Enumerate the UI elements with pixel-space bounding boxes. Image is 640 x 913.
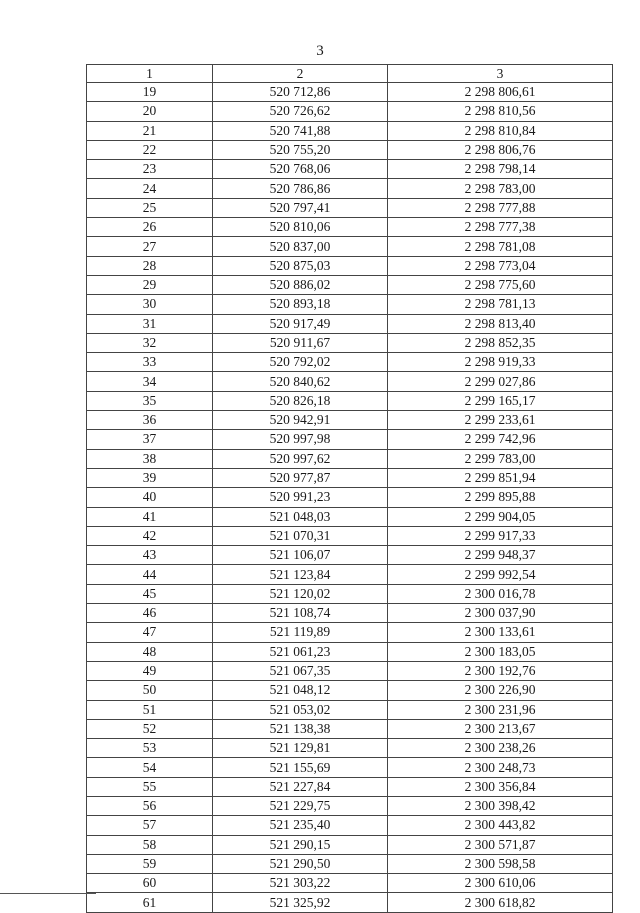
- x-coordinate-cell: 520 875,03: [213, 256, 388, 275]
- x-coordinate-cell: 520 786,86: [213, 179, 388, 198]
- y-coordinate-cell: 2 300 443,82: [388, 816, 613, 835]
- point-number-cell: 27: [87, 237, 213, 256]
- point-number-cell: 55: [87, 777, 213, 796]
- table-row: [87, 179, 613, 198]
- point-number-cell: 20: [87, 102, 213, 121]
- point-number-cell: 31: [87, 314, 213, 333]
- point-number-cell: 41: [87, 507, 213, 526]
- x-coordinate-cell: 521 290,50: [213, 854, 388, 873]
- y-coordinate-cell: 2 300 356,84: [388, 777, 613, 796]
- point-number-cell: 26: [87, 218, 213, 237]
- table-row: [87, 430, 613, 449]
- header-row: [87, 65, 613, 83]
- table-row: [87, 700, 613, 719]
- point-number-cell: 33: [87, 353, 213, 372]
- point-number-cell: 61: [87, 893, 213, 912]
- y-coordinate-cell: 2 299 851,94: [388, 468, 613, 487]
- point-number-cell: 34: [87, 372, 213, 391]
- table-row: [87, 565, 613, 584]
- x-coordinate-cell: 521 120,02: [213, 584, 388, 603]
- point-number-cell: 37: [87, 430, 213, 449]
- x-coordinate-cell: 520 840,62: [213, 372, 388, 391]
- table-row: [87, 546, 613, 565]
- x-coordinate-cell: 521 070,31: [213, 526, 388, 545]
- table-row: [87, 584, 613, 603]
- x-coordinate-cell: 520 997,98: [213, 430, 388, 449]
- y-coordinate-cell: 2 300 016,78: [388, 584, 613, 603]
- y-coordinate-cell: 2 298 806,61: [388, 83, 613, 102]
- x-coordinate-cell: 521 129,81: [213, 739, 388, 758]
- point-number-cell: 24: [87, 179, 213, 198]
- x-coordinate-cell: 521 106,07: [213, 546, 388, 565]
- x-coordinate-cell: 520 712,86: [213, 83, 388, 102]
- table-row: [87, 739, 613, 758]
- x-coordinate-cell: 521 108,74: [213, 604, 388, 623]
- x-coordinate-cell: 521 053,02: [213, 700, 388, 719]
- x-coordinate-cell: 521 048,12: [213, 681, 388, 700]
- point-number-cell: 59: [87, 854, 213, 873]
- table-row: [87, 333, 613, 352]
- point-number-cell: 23: [87, 160, 213, 179]
- y-coordinate-cell: 2 299 742,96: [388, 430, 613, 449]
- page-number: 3: [316, 43, 324, 59]
- y-coordinate-cell: 2 300 571,87: [388, 835, 613, 854]
- table-row: [87, 411, 613, 430]
- point-number-cell: 48: [87, 642, 213, 661]
- y-coordinate-cell: 2 300 231,96: [388, 700, 613, 719]
- y-coordinate-cell: 2 300 238,26: [388, 739, 613, 758]
- table-header: [87, 65, 613, 83]
- x-coordinate-cell: 521 303,22: [213, 874, 388, 893]
- y-coordinate-cell: 2 298 919,33: [388, 353, 613, 372]
- table-row: [87, 835, 613, 854]
- table-row: [87, 468, 613, 487]
- y-coordinate-cell: 2 299 948,37: [388, 546, 613, 565]
- table-row: [87, 275, 613, 294]
- table-row: [87, 719, 613, 738]
- x-coordinate-cell: 520 942,91: [213, 411, 388, 430]
- table-row: [87, 604, 613, 623]
- point-number-cell: 32: [87, 333, 213, 352]
- table-row: [87, 140, 613, 159]
- coordinates-table: [86, 64, 613, 913]
- y-coordinate-cell: 2 298 777,38: [388, 218, 613, 237]
- x-coordinate-cell: 521 229,75: [213, 796, 388, 815]
- y-coordinate-cell: 2 300 610,06: [388, 874, 613, 893]
- x-coordinate-cell: 520 792,02: [213, 353, 388, 372]
- x-coordinate-cell: 520 810,06: [213, 218, 388, 237]
- footer-rule: [0, 893, 96, 894]
- x-coordinate-cell: 520 741,88: [213, 121, 388, 140]
- table-row: [87, 681, 613, 700]
- x-coordinate-cell: 521 155,69: [213, 758, 388, 777]
- point-number-cell: 28: [87, 256, 213, 275]
- x-coordinate-cell: 520 768,06: [213, 160, 388, 179]
- x-coordinate-cell: 521 123,84: [213, 565, 388, 584]
- y-coordinate-cell: 2 298 806,76: [388, 140, 613, 159]
- y-coordinate-cell: 2 298 783,00: [388, 179, 613, 198]
- x-coordinate-cell: 520 991,23: [213, 488, 388, 507]
- table-row: [87, 661, 613, 680]
- y-coordinate-cell: 2 300 183,05: [388, 642, 613, 661]
- x-coordinate-cell: 520 977,87: [213, 468, 388, 487]
- y-coordinate-cell: 2 300 248,73: [388, 758, 613, 777]
- x-coordinate-cell: 520 911,67: [213, 333, 388, 352]
- point-number-cell: 44: [87, 565, 213, 584]
- point-number-cell: 40: [87, 488, 213, 507]
- x-coordinate-cell: 520 755,20: [213, 140, 388, 159]
- x-coordinate-cell: 520 917,49: [213, 314, 388, 333]
- point-number-cell: 25: [87, 198, 213, 217]
- point-number-cell: 57: [87, 816, 213, 835]
- x-coordinate-cell: 521 235,40: [213, 816, 388, 835]
- point-number-cell: 43: [87, 546, 213, 565]
- table-row: [87, 314, 613, 333]
- point-number-cell: 38: [87, 449, 213, 468]
- table-row: [87, 507, 613, 526]
- x-coordinate-cell: 521 067,35: [213, 661, 388, 680]
- table-row: [87, 488, 613, 507]
- y-coordinate-cell: 2 298 773,04: [388, 256, 613, 275]
- point-number-cell: 49: [87, 661, 213, 680]
- y-coordinate-cell: 2 298 781,08: [388, 237, 613, 256]
- y-coordinate-cell: 2 299 895,88: [388, 488, 613, 507]
- x-coordinate-cell: 520 797,41: [213, 198, 388, 217]
- x-coordinate-cell: 521 048,03: [213, 507, 388, 526]
- y-coordinate-cell: 2 300 598,58: [388, 854, 613, 873]
- table-row: [87, 102, 613, 121]
- table-row: [87, 83, 613, 102]
- table-row: [87, 623, 613, 642]
- y-coordinate-cell: 2 298 810,84: [388, 121, 613, 140]
- y-coordinate-cell: 2 298 775,60: [388, 275, 613, 294]
- x-coordinate-cell: 521 119,89: [213, 623, 388, 642]
- table-row: [87, 526, 613, 545]
- point-number-cell: 51: [87, 700, 213, 719]
- x-coordinate-cell: 520 997,62: [213, 449, 388, 468]
- point-number-cell: 35: [87, 391, 213, 410]
- y-coordinate-cell: 2 298 852,35: [388, 333, 613, 352]
- column-header-x: 2: [213, 65, 388, 83]
- y-coordinate-cell: 2 298 777,88: [388, 198, 613, 217]
- y-coordinate-cell: 2 298 798,14: [388, 160, 613, 179]
- y-coordinate-cell: 2 300 037,90: [388, 604, 613, 623]
- point-number-cell: 45: [87, 584, 213, 603]
- table-row: [87, 198, 613, 217]
- point-number-cell: 21: [87, 121, 213, 140]
- point-number-cell: 19: [87, 83, 213, 102]
- x-coordinate-cell: 520 893,18: [213, 295, 388, 314]
- x-coordinate-cell: 521 138,38: [213, 719, 388, 738]
- table-row: [87, 237, 613, 256]
- x-coordinate-cell: 520 826,18: [213, 391, 388, 410]
- x-coordinate-cell: 520 726,62: [213, 102, 388, 121]
- y-coordinate-cell: 2 299 917,33: [388, 526, 613, 545]
- y-coordinate-cell: 2 300 192,76: [388, 661, 613, 680]
- point-number-cell: 42: [87, 526, 213, 545]
- point-number-cell: 36: [87, 411, 213, 430]
- y-coordinate-cell: 2 299 783,00: [388, 449, 613, 468]
- point-number-cell: 22: [87, 140, 213, 159]
- point-number-cell: 50: [87, 681, 213, 700]
- table-row: [87, 893, 613, 912]
- table-row: [87, 449, 613, 468]
- point-number-cell: 52: [87, 719, 213, 738]
- y-coordinate-cell: 2 299 027,86: [388, 372, 613, 391]
- x-coordinate-cell: 520 837,00: [213, 237, 388, 256]
- table-row: [87, 777, 613, 796]
- y-coordinate-cell: 2 298 781,13: [388, 295, 613, 314]
- y-coordinate-cell: 2 300 213,67: [388, 719, 613, 738]
- table-row: [87, 642, 613, 661]
- table-row: [87, 121, 613, 140]
- y-coordinate-cell: 2 299 992,54: [388, 565, 613, 584]
- table-row: [87, 372, 613, 391]
- point-number-cell: 47: [87, 623, 213, 642]
- y-coordinate-cell: 2 299 904,05: [388, 507, 613, 526]
- y-coordinate-cell: 2 298 810,56: [388, 102, 613, 121]
- y-coordinate-cell: 2 299 233,61: [388, 411, 613, 430]
- x-coordinate-cell: 520 886,02: [213, 275, 388, 294]
- table-row: [87, 816, 613, 835]
- point-number-cell: 39: [87, 468, 213, 487]
- column-header-number: 1: [87, 65, 213, 83]
- x-coordinate-cell: 521 290,15: [213, 835, 388, 854]
- table-row: [87, 758, 613, 777]
- point-number-cell: 46: [87, 604, 213, 623]
- y-coordinate-cell: 2 300 618,82: [388, 893, 613, 912]
- point-number-cell: 30: [87, 295, 213, 314]
- point-number-cell: 53: [87, 739, 213, 758]
- table-row: [87, 218, 613, 237]
- table-row: [87, 160, 613, 179]
- table-body: [87, 83, 613, 913]
- table-row: [87, 391, 613, 410]
- table-row: [87, 295, 613, 314]
- table-row: [87, 796, 613, 815]
- y-coordinate-cell: 2 299 165,17: [388, 391, 613, 410]
- x-coordinate-cell: 521 227,84: [213, 777, 388, 796]
- table-row: [87, 353, 613, 372]
- table-row: [87, 874, 613, 893]
- x-coordinate-cell: 521 061,23: [213, 642, 388, 661]
- y-coordinate-cell: 2 298 813,40: [388, 314, 613, 333]
- point-number-cell: 60: [87, 874, 213, 893]
- point-number-cell: 29: [87, 275, 213, 294]
- y-coordinate-cell: 2 300 226,90: [388, 681, 613, 700]
- point-number-cell: 58: [87, 835, 213, 854]
- y-coordinate-cell: 2 300 133,61: [388, 623, 613, 642]
- table-row: [87, 854, 613, 873]
- x-coordinate-cell: 521 325,92: [213, 893, 388, 912]
- point-number-cell: 54: [87, 758, 213, 777]
- table-row: [87, 256, 613, 275]
- point-number-cell: 56: [87, 796, 213, 815]
- column-header-y: 3: [388, 65, 613, 83]
- y-coordinate-cell: 2 300 398,42: [388, 796, 613, 815]
